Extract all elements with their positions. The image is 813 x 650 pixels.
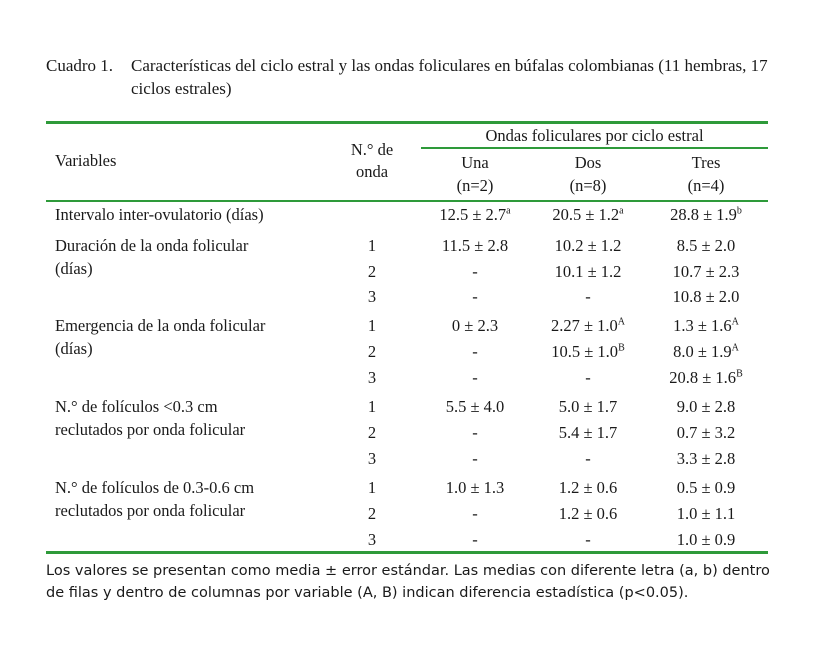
wave-number-value: 2 [367, 504, 377, 523]
cell-tres [641, 504, 771, 524]
wave-number [342, 262, 402, 282]
cell-una-letter: a [506, 205, 511, 217]
cell-dos [533, 262, 643, 282]
cell-dos-value: 2.27 ± 1.0 [550, 316, 618, 335]
cell-tres [641, 316, 771, 336]
cell-dos-value: - [585, 530, 591, 549]
wave-number-value: 3 [367, 449, 377, 468]
cell-tres [641, 478, 771, 498]
cell-una-value: 11.5 ± 2.8 [441, 236, 509, 255]
cell-dos [533, 478, 643, 498]
cell-una [415, 530, 535, 550]
header-col-dos-n: (n=8) [569, 176, 607, 195]
cell-una-value: - [472, 504, 478, 523]
cell-dos [533, 236, 643, 256]
variable-label: N.° de folículos de 0.3-0.6 cm [55, 478, 255, 497]
cell-una-value: 0 ± 2.3 [451, 316, 499, 335]
header-col-una: Una [461, 153, 489, 172]
cell-dos [533, 287, 643, 307]
caption-label: Cuadro 1. [46, 56, 114, 75]
variable-label-line2: (días) [55, 259, 93, 278]
cell-dos-letter: a [619, 205, 624, 217]
cell-tres-value: 1.3 ± 1.6 [673, 316, 732, 335]
cell-una-value: - [472, 262, 478, 281]
cell-tres [641, 262, 771, 282]
cell-tres [641, 236, 771, 256]
cell-tres-value: 1.0 ± 1.1 [676, 504, 736, 523]
cell-dos-value: - [585, 449, 591, 468]
wave-number [342, 236, 402, 256]
header-wave-no-line1: N.° de [350, 140, 394, 159]
cell-dos-value: 1.2 ± 0.6 [558, 504, 618, 523]
cell-tres [641, 423, 771, 443]
wave-number-value: 1 [367, 397, 377, 416]
wave-number-value: 2 [367, 423, 377, 442]
wave-number [342, 397, 402, 417]
wave-number-value: 2 [367, 342, 377, 361]
cell-dos-value: 5.0 ± 1.7 [558, 397, 618, 416]
cell-una-value: - [472, 423, 478, 442]
cell-una-value: 5.5 ± 4.0 [445, 397, 505, 416]
cell-dos-value: 10.1 ± 1.2 [554, 262, 622, 281]
wave-number-value: 2 [367, 262, 377, 281]
group-rule [421, 147, 768, 149]
cell-una [415, 236, 535, 256]
cell-tres [641, 368, 771, 388]
cell-tres-value: 8.0 ± 1.9 [673, 342, 732, 361]
cell-dos-value: 1.2 ± 0.6 [558, 478, 618, 497]
cell-una-value: - [472, 342, 478, 361]
wave-number [342, 504, 402, 524]
cell-una-value: - [472, 530, 478, 549]
header-col-tres-n: (n=4) [687, 176, 725, 195]
cell-tres-letter: A [731, 342, 739, 354]
variable-label-line2: reclutados por onda folicular [55, 501, 246, 520]
top-rule [46, 121, 768, 124]
cell-una-value: 12.5 ± 2.7 [439, 205, 507, 224]
cell-una-value: - [472, 449, 478, 468]
cell-dos [533, 205, 643, 225]
header-wave-no-line2: onda [355, 162, 389, 181]
cell-dos-letter: B [618, 342, 625, 354]
cell-dos-value: 5.4 ± 1.7 [558, 423, 618, 442]
cell-dos [533, 368, 643, 388]
variable-label: Intervalo inter-ovulatorio (días) [55, 205, 264, 224]
cell-tres-value: 20.8 ± 1.6 [669, 368, 737, 387]
cell-una [415, 342, 535, 362]
cell-dos [533, 342, 643, 362]
cell-dos-value: 20.5 ± 1.2 [552, 205, 620, 224]
wave-number [342, 342, 402, 362]
cell-tres [641, 397, 771, 417]
cell-tres-letter: A [731, 316, 739, 328]
caption-text: Características del ciclo estral y las ondas foliculares en búfalas colombianas (11 hembras, 17 ciclos estrales) [131, 56, 768, 98]
cell-dos-letter: A [617, 316, 626, 328]
cell-dos [533, 504, 643, 524]
cell-dos [533, 316, 643, 336]
variable-label-line2: (días) [55, 339, 93, 358]
cell-tres [641, 530, 771, 550]
variable-label: Emergencia de la onda folicular [55, 316, 266, 335]
wave-number-value: 1 [367, 316, 377, 335]
header-rule [46, 200, 768, 202]
wave-number-value: 1 [367, 478, 377, 497]
cell-dos-value: 10.2 ± 1.2 [554, 236, 622, 255]
variable-label: Duración de la onda folicular [55, 236, 249, 255]
cell-tres-value: 3.3 ± 2.8 [676, 449, 736, 468]
bottom-rule [46, 551, 768, 554]
cell-una [415, 449, 535, 469]
cell-una [415, 368, 535, 388]
cell-tres-value: 10.7 ± 2.3 [672, 262, 740, 281]
table-footnote: Los valores se presentan como media ± error estándar. Las medias con diferente letra (a, b) dentro de filas y dentro de columnas por variable (A, B) indican diferencia estadística (p<0.05). [46, 563, 770, 601]
cell-dos-value: - [585, 368, 591, 387]
cell-tres-value: 28.8 ± 1.9 [670, 205, 737, 224]
cell-tres-letter: b [736, 205, 742, 217]
cell-dos [533, 449, 643, 469]
cell-tres [641, 287, 771, 307]
wave-number-value: 3 [367, 287, 377, 306]
wave-number [342, 530, 402, 550]
cell-una [415, 478, 535, 498]
cell-dos [533, 530, 643, 550]
cell-tres-value: 8.5 ± 2.0 [676, 236, 736, 255]
cell-dos-value: 10.5 ± 1.0 [551, 342, 619, 361]
cell-una [415, 504, 535, 524]
cell-tres [641, 342, 771, 362]
cell-tres-value: 10.8 ± 2.0 [672, 287, 740, 306]
cell-una [415, 287, 535, 307]
cell-una [415, 397, 535, 417]
cell-tres [641, 205, 771, 225]
wave-number-value: 3 [367, 530, 377, 549]
cell-una [415, 262, 535, 282]
cell-una-value: - [472, 287, 478, 306]
wave-number [342, 449, 402, 469]
wave-number [342, 287, 402, 307]
cell-tres [641, 449, 771, 469]
wave-number [342, 316, 402, 336]
header-col-una-n: (n=2) [456, 176, 494, 195]
wave-number-value: 3 [367, 368, 377, 387]
cell-una [415, 316, 535, 336]
cell-una [415, 205, 535, 225]
header-col-tres: Tres [691, 153, 721, 172]
cell-dos-value: - [585, 287, 591, 306]
header-col-dos: Dos [574, 153, 602, 172]
wave-number [342, 423, 402, 443]
header-variables: Variables [55, 151, 117, 170]
variable-label: N.° de folículos <0.3 cm [55, 397, 218, 416]
cell-dos [533, 397, 643, 417]
cell-tres-value: 0.5 ± 0.9 [676, 478, 736, 497]
variable-label-line2: reclutados por onda folicular [55, 420, 246, 439]
cell-una-value: - [472, 368, 478, 387]
cell-tres-letter: B [736, 368, 743, 380]
cell-dos [533, 423, 643, 443]
cell-una [415, 423, 535, 443]
wave-number-value: 1 [367, 236, 377, 255]
cell-tres-value: 1.0 ± 0.9 [676, 530, 736, 549]
wave-number [342, 368, 402, 388]
wave-number [342, 478, 402, 498]
cell-tres-value: 9.0 ± 2.8 [676, 397, 736, 416]
cell-tres-value: 0.7 ± 3.2 [676, 423, 736, 442]
header-group-title: Ondas foliculares por ciclo estral [485, 126, 704, 145]
cell-una-value: 1.0 ± 1.3 [445, 478, 505, 497]
